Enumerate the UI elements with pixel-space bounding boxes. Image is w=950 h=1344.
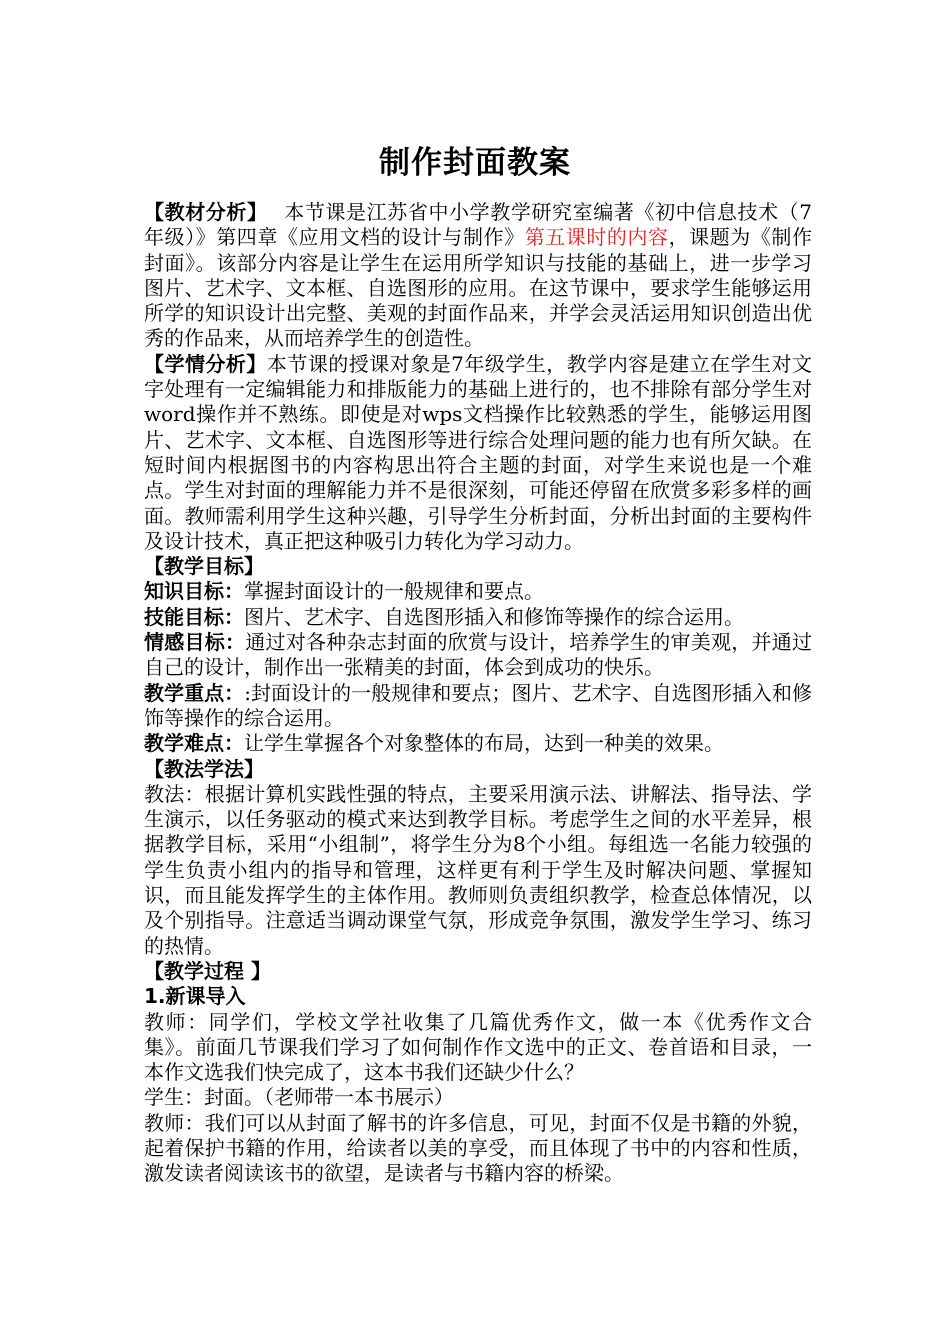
skill-objective-label: 技能目标： [144,604,244,629]
student-analysis-heading: 【学情分析】 [144,351,267,376]
process-step-1: 1.新课导入 [144,984,246,1009]
knowledge-objective [144,579,812,604]
textbook-analysis-heading: 【教材分析】 [144,200,268,224]
emotion-objective-label: 情感目标： [144,630,246,655]
document-title: 制作封面教案 [379,145,571,181]
knowledge-objective-text: 掌握封面设计的一般规律和要点。 [244,579,544,604]
document-body [144,200,812,1187]
teaching-key-points-text: :封面设计的一般规律和要点；图片、艺术字、自选图形插入和修饰等操作的综合运用。 [144,680,813,730]
textbook-analysis-text-a: 本节课是江苏省中小学教学研究室编著《初中信息技术（7年级）》第四章《应用文档的设计与制作》 [144,200,813,250]
skill-objective-text: 图片、艺术字、自选图形插入和修饰等操作的综合运用。 [244,604,744,629]
textbook-analysis-text-b: ，课题为《制作封面》。该部分内容是让学生在运用所学知识与技能的基础上，进一步学习图片、艺术字、文本框、自选图形的应用。在这节课中，要求学生能够运用所学的知识设计出完整、美观的封面作品来，并学会灵活运用知识创造出优秀的作品来，从而培养学生的创造性。 [144,225,812,351]
emotion-objective [144,630,812,681]
teaching-difficulty-label: 教学难点： [144,731,244,756]
student-dialogue-1: 学生：封面。（老师带一本书展示） [144,1085,454,1110]
knowledge-objective-label: 知识目标： [144,579,244,604]
teacher-dialogue-1: 教师：同学们，学校文学社收集了几篇优秀作文，做一本《优秀作文合集》。前面几节课我们学习了如何制作作文选中的正文、卷首语和目录，一本作文选我们快完成了，这本书我们还缺少什么？ [144,1009,812,1085]
textbook-analysis-paragraph [144,200,812,352]
teaching-difficulty [144,731,812,756]
methods-text: 教法：根据计算机实践性强的特点，主要采用演示法、讲解法、指导法、学生演示，以任务驱动的模式来达到教学目标。考虑学生之间的水平差异，根据教学目标，采用“小组制”，将学生分为8个小组。每组选一名能力较强的学生负责小组内的指导和管理，这样更有利于学生及时解决问题、掌握知识，而且能发挥学生的主体作用。教师则负责组织教学，检查总体情况，以及个别指导。注意适当调动课堂气氛，形成竞争氛围，激发学生学习、练习的热情。 [144,781,812,958]
teacher-dialogue-2: 教师：我们可以从封面了解书的许多信息，可见，封面不仅是书籍的外貌，起着保护书籍的作用，给读者以美的享受，而且体现了书中的内容和性质，激发读者阅读该书的欲望，是读者与书籍内容的桥梁。 [144,1110,812,1186]
skill-objective [144,605,812,630]
student-analysis-text: 本节课的授课对象是7年级学生，教学内容是建立在学生对文字处理有一定编辑能力和排版能力的基础上进行的，也不排除有部分学生对word操作并不熟练。即使是对wps文档操作比较熟悉的学生，能够运用图片、艺术字、文本框、自选图形等进行综合处理问题的能力也有所欠缺。在短时间内根据图书的内容构思出符合主题的封面，对学生来说也是一个难点。学生对封面的理解能力并不是很深刻，可能还停留在欣赏多彩多样的画面。教师需利用学生这种兴趣，引导学生分析封面，分析出封面的主要构件及设计技术，真正把这种吸引力转化为学习动力。 [144,351,813,553]
emotion-objective-text: 通过对各种杂志封面的欣赏与设计，培养学生的审美观，并通过自己的设计，制作出一张精美的封面，体会到成功的快乐。 [144,630,812,680]
teaching-difficulty-text: 让学生掌握各个对象整体的布局，达到一种美的效果。 [244,731,724,756]
teaching-key-points-label: 教学重点： [144,680,245,705]
textbook-analysis-highlight: 第五课时的内容 [524,225,669,250]
student-analysis-paragraph [144,352,812,554]
teaching-key-points [144,681,812,732]
methods-heading: 【教法学法】 [144,756,264,781]
process-heading: 【教学过程 】 [144,958,271,983]
objectives-heading: 【教学目标】 [144,554,264,579]
